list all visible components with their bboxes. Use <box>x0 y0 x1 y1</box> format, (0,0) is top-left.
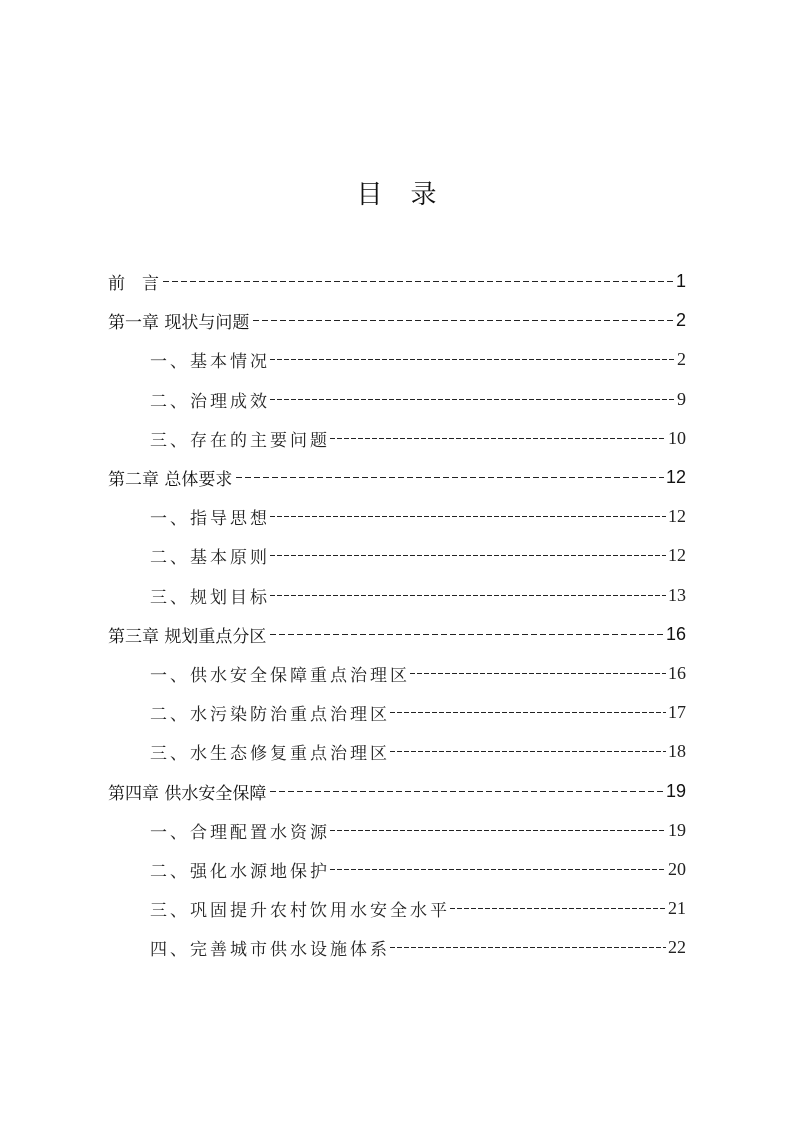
toc-entry-page: 10 <box>668 427 686 448</box>
toc-entry-label: 四、完善城市供水设施体系 <box>150 940 390 961</box>
toc-entry-page: 9 <box>677 388 686 409</box>
toc-entry[interactable] <box>108 497 686 536</box>
dot-leader <box>450 908 666 909</box>
toc-entry-label: 二、水污染防治重点治理区 <box>150 705 390 726</box>
dot-leader <box>270 791 664 792</box>
dot-leader <box>390 751 666 752</box>
toc-entry-label: 一、指导思想 <box>150 509 270 530</box>
toc-entry[interactable] <box>108 301 686 340</box>
toc-entry-label: 二、治理成效 <box>150 391 270 412</box>
toc-entry-label: 三、水生态修复重点治理区 <box>150 744 390 765</box>
toc-entry-label: 一、供水安全保障重点治理区 <box>150 665 410 686</box>
toc-entry[interactable] <box>108 262 686 301</box>
dot-leader <box>163 281 674 282</box>
toc-entry[interactable] <box>108 889 686 928</box>
toc-entry[interactable] <box>108 536 686 575</box>
toc-entry-page: 20 <box>668 858 686 879</box>
dot-leader <box>253 320 674 321</box>
toc-entry[interactable] <box>108 380 686 419</box>
toc-entry[interactable] <box>108 576 686 615</box>
toc-entry-page: 19 <box>668 819 686 840</box>
dot-leader <box>330 830 666 831</box>
dot-leader <box>270 634 664 635</box>
dot-leader <box>270 359 675 360</box>
toc-entry-label: 一、合理配置水资源 <box>150 822 330 843</box>
toc-entry-label: 二、强化水源地保护 <box>150 861 330 882</box>
dot-leader <box>236 477 664 478</box>
dot-leader <box>330 869 666 870</box>
toc-entry-page: 21 <box>668 898 686 919</box>
toc-title: 目录 <box>356 180 465 210</box>
toc-entry[interactable] <box>108 771 686 810</box>
toc-entry[interactable] <box>108 732 686 771</box>
toc-entry[interactable] <box>108 458 686 497</box>
toc-entry[interactable] <box>108 928 686 967</box>
toc-entry[interactable] <box>108 615 686 654</box>
toc-entry[interactable] <box>108 850 686 889</box>
toc-entry-page: 13 <box>668 584 686 605</box>
toc-entry-page: 22 <box>668 937 686 958</box>
toc-entry-page: 17 <box>668 702 686 723</box>
toc-entry-label: 三、存在的主要问题 <box>150 430 330 451</box>
toc-entry[interactable] <box>108 693 686 732</box>
toc-entry-page: 16 <box>665 623 686 644</box>
table-of-contents <box>108 262 686 967</box>
toc-entry[interactable] <box>108 340 686 379</box>
toc-entry-label: 第三章 规划重点分区 <box>108 626 267 647</box>
toc-entry-page: 2 <box>675 310 686 331</box>
dot-leader <box>390 712 666 713</box>
toc-entry-page: 18 <box>668 741 686 762</box>
toc-entry[interactable] <box>108 419 686 458</box>
toc-entry-label: 三、规划目标 <box>150 587 270 608</box>
dot-leader <box>270 399 675 400</box>
toc-entry-page: 19 <box>665 780 686 801</box>
dot-leader <box>270 516 666 517</box>
toc-entry[interactable] <box>108 654 686 693</box>
toc-entry-label: 第一章 现状与问题 <box>108 313 250 334</box>
toc-entry-page: 2 <box>677 349 686 370</box>
toc-entry[interactable] <box>108 811 686 850</box>
toc-entry-page: 16 <box>668 662 686 683</box>
toc-entry-label: 第四章 供水安全保障 <box>108 783 267 804</box>
dot-leader <box>390 947 666 948</box>
dot-leader <box>330 438 666 439</box>
toc-entry-label: 三、巩固提升农村饮用水安全水平 <box>150 901 450 922</box>
dot-leader <box>410 673 666 674</box>
dot-leader <box>270 595 666 596</box>
dot-leader <box>270 555 666 556</box>
toc-entry-page: 12 <box>668 506 686 527</box>
toc-entry-page: 12 <box>665 467 686 488</box>
toc-entry-label: 二、基本原则 <box>150 548 270 569</box>
toc-entry-page: 12 <box>668 545 686 566</box>
toc-entry-label: 第二章 总体要求 <box>108 470 233 491</box>
toc-entry-label: 前 言 <box>108 274 159 295</box>
toc-entry-page: 1 <box>675 271 686 292</box>
toc-entry-label: 一、基本情况 <box>150 352 270 373</box>
